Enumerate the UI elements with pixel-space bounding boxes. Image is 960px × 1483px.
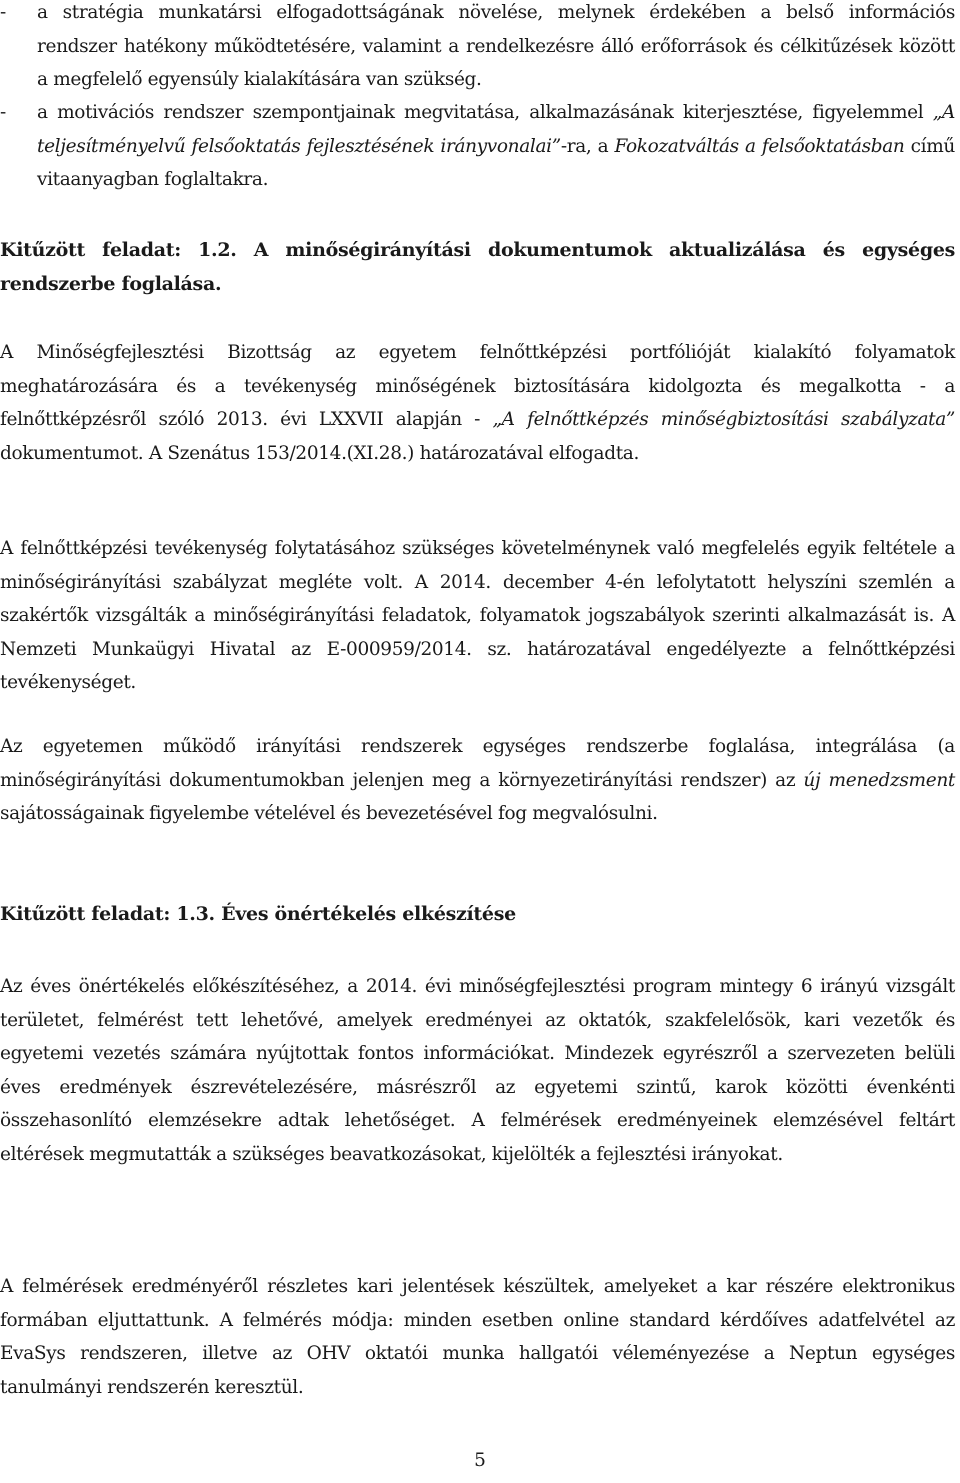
paragraph-part: Az egyetemen működő irányítási rendszerek egységes rendszerbe foglalása, integrálása (a minőségirányítási dokumentumokban jelenjen meg a környezetirányítási rendszer) az	[0, 736, 955, 791]
paragraph	[0, 730, 955, 831]
section-heading-1-3: Kitűzött feladat: 1.3. Éves önértékelés elkészítése	[0, 903, 516, 925]
bullet-text-part: című vitaanyagban foglaltakra.	[37, 135, 955, 190]
bullet-dash: -	[0, 2, 6, 23]
paragraph-part: sajátosságainak figyelembe vételével és bevezetésével fog megvalósulni.	[0, 803, 658, 824]
bullet-item	[0, 96, 955, 197]
bullet-text	[37, 96, 955, 197]
paragraph-part: dokumentumot. A Szenátus 153/2014.(XI.28.) határozatával elfogadta.	[0, 442, 639, 464]
paragraph: A felnőttképzési tevékenység folytatásához szükséges követelménynek való megfelelés egyik feltétele a minőségirányítási szabályzat megléte volt. A 2014. december 4-én lefolytatott helyszíni szemlén a szakértők vizsgálták a minőségirányítási feladatok, folyamatok jogszabályok szerinti alkalmazását is. A Nemzeti Munkaügyi Hivatal az E-000959/2014. sz. határozatával engedélyezte a felnőttképzési tevékenységet.	[0, 538, 955, 693]
paragraph	[0, 336, 955, 470]
bullet-text-part: a motivációs rendszer szempontjainak megvitatása, alkalmazásának kiterjesztése, figyelemmel	[37, 102, 933, 123]
paragraph: Az éves önértékelés előkészítéséhez, a 2014. évi minőségfejlesztési program mintegy 6 irányú vizsgált területet, felmérést tett lehetővé, amelyek eredményei az oktatók, szakfelelősök, kari vezetők és egyetemi vezetés számára nyújtottak fontos információkat. Mindezek egyrészről a szervezeten belüli éves eredmények észrevételezésére, másrészről az egyetemi szintű, karok közötti évenkénti összehasonlító elemzésekre adtak lehetőséget. A felmérések eredményeinek elemzésével feltárt eltérések megmutatták a szükséges beavatkozásokat, kijelölték a fejlesztési irányokat.	[0, 976, 955, 1165]
paragraph: A felmérések eredményéről részletes kari jelentések készültek, amelyeket a kar részére elektronikus formában eljuttattunk. A felmérés módja: minden esetben online standard kérdőíves adatfelvétel az EvaSys rendszeren, illetve az OHV oktatói munka hallgatói véleményezése a Neptun egységes tanulmányi rendszerén keresztül.	[0, 1276, 955, 1398]
page-number: 5	[474, 1450, 486, 1471]
bullet-item	[0, 0, 955, 97]
bullet-dash: -	[0, 102, 6, 123]
bullet-text-part: -ra, a	[560, 135, 615, 157]
paragraph-italic-term: új menedzsment	[803, 769, 955, 791]
bullet-italic-title: Fokozatváltás a felsőoktatásban	[614, 135, 905, 157]
bullet-italic-title: „A teljesítményelvű felsőoktatás fejlesztésének irányvonalai”	[37, 102, 955, 157]
section-heading-1-2: Kitűzött feladat: 1.2. A minőségirányítási dokumentumok aktualizálása és egységes rendszerbe foglalása.	[0, 239, 955, 295]
paragraph-part: A Minőségfejlesztési Bizottság az egyetem felnőttképzési portfólióját kialakító folyamatok meghatározására és a tevékenység minőségének biztosítására kidolgozta és megalkotta - a felnőttképzésről szóló 2013. évi LXXVII alapján -	[0, 342, 955, 430]
paragraph-italic-title: „A felnőttképzés minőségbiztosítási szabályzata”	[492, 409, 956, 430]
bullet-text: a stratégia munkatársi elfogadottságának növelése, melynek érdekében a belső információs rendszer hatékony működtetésére, valamint a rendelkezésre álló erőforrások és célkitűzések között a megfelelő egyensúly kialakítására van szükség.	[37, 2, 955, 90]
